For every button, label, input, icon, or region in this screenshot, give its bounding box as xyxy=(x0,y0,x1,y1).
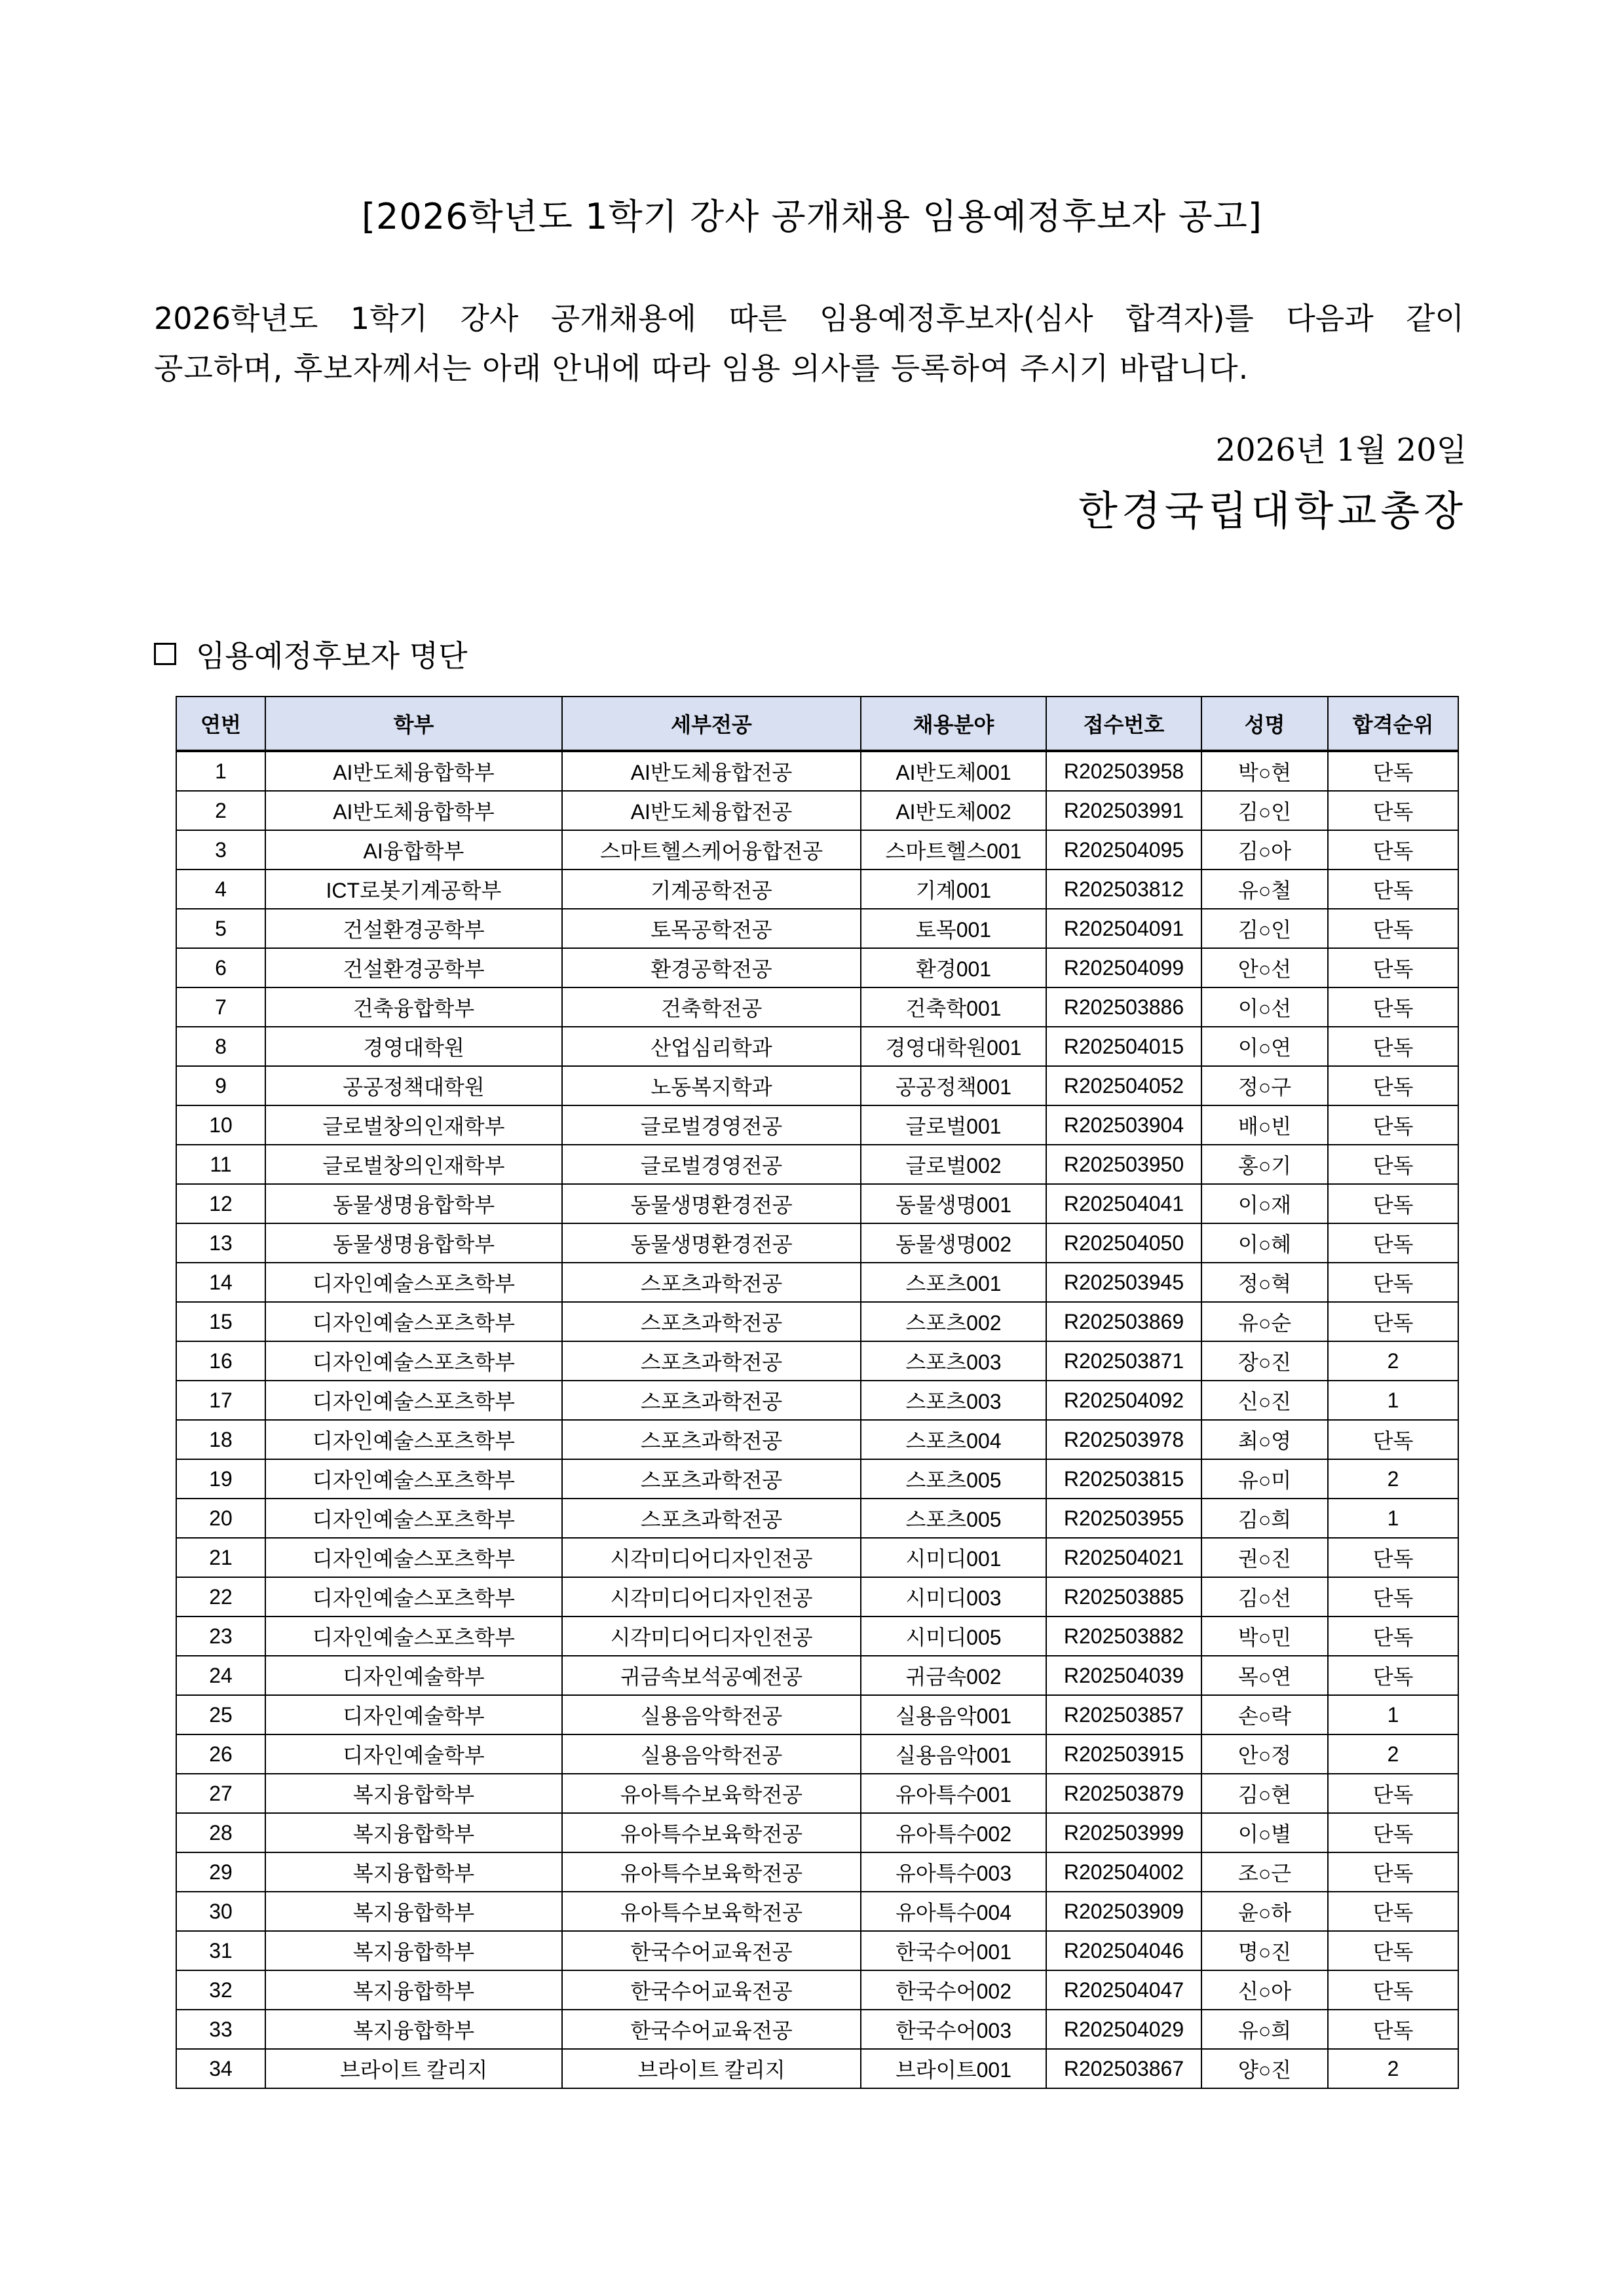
cell-field: 시미디001 xyxy=(861,1538,1046,1577)
cell-rank: 단독 xyxy=(1328,1066,1458,1105)
cell-application-number: R202503879 xyxy=(1046,1774,1201,1813)
cell-application-number: R202503871 xyxy=(1046,1341,1201,1381)
cell-name: 유○철 xyxy=(1201,870,1328,909)
cell-rank: 단독 xyxy=(1328,830,1458,870)
cell-major: 글로벌경영전공 xyxy=(562,1145,861,1184)
table-row xyxy=(176,1420,1458,1459)
cell-major: 동물생명환경전공 xyxy=(562,1223,861,1263)
cell-field: 스포츠005 xyxy=(861,1459,1046,1499)
cell-index: 10 xyxy=(176,1105,265,1145)
cell-rank: 단독 xyxy=(1328,2010,1458,2049)
cell-name: 이○연 xyxy=(1201,1027,1328,1066)
cell-field: 환경001 xyxy=(861,948,1046,987)
cell-department: 디자인예술스포츠학부 xyxy=(265,1420,562,1459)
cell-name: 이○재 xyxy=(1201,1184,1328,1223)
cell-field: 경영대학원001 xyxy=(861,1027,1046,1066)
cell-index: 32 xyxy=(176,1970,265,2010)
cell-index: 28 xyxy=(176,1813,265,1852)
cell-department: 디자인예술스포츠학부 xyxy=(265,1302,562,1341)
cell-major: 유아특수보육학전공 xyxy=(562,1813,861,1852)
cell-application-number: R202504095 xyxy=(1046,830,1201,870)
cell-department: 복지융합학부 xyxy=(265,1813,562,1852)
cell-application-number: R202503999 xyxy=(1046,1813,1201,1852)
intro-paragraph xyxy=(154,294,1464,393)
cell-application-number: R202503904 xyxy=(1046,1105,1201,1145)
table-row xyxy=(176,1341,1458,1381)
cell-field: 실용음악001 xyxy=(861,1695,1046,1734)
cell-application-number: R202503886 xyxy=(1046,987,1201,1027)
cell-application-number: R202504052 xyxy=(1046,1066,1201,1105)
cell-index: 12 xyxy=(176,1184,265,1223)
cell-major: 스포츠과학전공 xyxy=(562,1381,861,1420)
cell-department: 복지융합학부 xyxy=(265,1852,562,1892)
cell-application-number: R202504046 xyxy=(1046,1931,1201,1970)
table-row xyxy=(176,1381,1458,1420)
cell-major: 노동복지학과 xyxy=(562,1066,861,1105)
table-row xyxy=(176,1499,1458,1538)
cell-rank: 단독 xyxy=(1328,1420,1458,1459)
cell-rank: 단독 xyxy=(1328,1145,1458,1184)
cell-index: 14 xyxy=(176,1263,265,1302)
table-row xyxy=(176,870,1458,909)
cell-field: 유아특수003 xyxy=(861,1852,1046,1892)
cell-index: 26 xyxy=(176,1734,265,1774)
cell-application-number: R202503869 xyxy=(1046,1302,1201,1341)
table-row xyxy=(176,1302,1458,1341)
cell-field: 동물생명001 xyxy=(861,1184,1046,1223)
cell-department: 브라이트 칼리지 xyxy=(265,2049,562,2088)
cell-name: 김○인 xyxy=(1201,791,1328,830)
cell-field: 스마트헬스001 xyxy=(861,830,1046,870)
cell-application-number: R202503958 xyxy=(1046,751,1201,791)
cell-index: 30 xyxy=(176,1892,265,1931)
cell-field: AI반도체001 xyxy=(861,751,1046,791)
cell-index: 34 xyxy=(176,2049,265,2088)
table-row xyxy=(176,1813,1458,1852)
table-row xyxy=(176,1852,1458,1892)
cell-department: 디자인예술스포츠학부 xyxy=(265,1341,562,1381)
cell-index: 15 xyxy=(176,1302,265,1341)
table-row xyxy=(176,830,1458,870)
cell-application-number: R202504039 xyxy=(1046,1656,1201,1695)
cell-name: 이○혜 xyxy=(1201,1223,1328,1263)
cell-rank: 2 xyxy=(1328,1734,1458,1774)
cell-field: 시미디005 xyxy=(861,1617,1046,1656)
table-header-row xyxy=(176,697,1458,751)
cell-name: 유○미 xyxy=(1201,1459,1328,1499)
cell-department: 복지융합학부 xyxy=(265,1970,562,2010)
cell-field: 스포츠002 xyxy=(861,1302,1046,1341)
checkbox-icon xyxy=(154,643,176,665)
cell-name: 홍○기 xyxy=(1201,1145,1328,1184)
cell-rank: 단독 xyxy=(1328,1774,1458,1813)
cell-major: 스포츠과학전공 xyxy=(562,1499,861,1538)
cell-name: 양○진 xyxy=(1201,2049,1328,2088)
table-row xyxy=(176,1538,1458,1577)
cell-name: 신○아 xyxy=(1201,1970,1328,2010)
cell-department: 글로벌창의인재학부 xyxy=(265,1145,562,1184)
cell-rank: 1 xyxy=(1328,1381,1458,1420)
table-row xyxy=(176,1066,1458,1105)
cell-rank: 단독 xyxy=(1328,791,1458,830)
cell-name: 김○인 xyxy=(1201,909,1328,948)
table-row xyxy=(176,1734,1458,1774)
cell-major: 토목공학전공 xyxy=(562,909,861,948)
table-row xyxy=(176,2010,1458,2049)
cell-name: 정○구 xyxy=(1201,1066,1328,1105)
cell-index: 22 xyxy=(176,1577,265,1617)
cell-major: 산업심리학과 xyxy=(562,1027,861,1066)
cell-name: 신○진 xyxy=(1201,1381,1328,1420)
cell-application-number: R202504099 xyxy=(1046,948,1201,987)
cell-field: 유아특수002 xyxy=(861,1813,1046,1852)
cell-index: 16 xyxy=(176,1341,265,1381)
cell-index: 9 xyxy=(176,1066,265,1105)
table-row xyxy=(176,1970,1458,2010)
cell-index: 11 xyxy=(176,1145,265,1184)
table-body xyxy=(176,751,1458,2088)
cell-application-number: R202503867 xyxy=(1046,2049,1201,2088)
cell-department: 디자인예술스포츠학부 xyxy=(265,1459,562,1499)
cell-application-number: R202504015 xyxy=(1046,1027,1201,1066)
cell-rank: 2 xyxy=(1328,1341,1458,1381)
cell-index: 24 xyxy=(176,1656,265,1695)
header-cell-name: 성명 xyxy=(1201,697,1328,751)
cell-name: 명○진 xyxy=(1201,1931,1328,1970)
header-cell-index: 연번 xyxy=(176,697,265,751)
document-title: [2026학년도 1학기 강사 공개채용 임용예정후보자 공고] xyxy=(361,196,1263,237)
cell-rank: 1 xyxy=(1328,1499,1458,1538)
cell-rank: 단독 xyxy=(1328,1184,1458,1223)
cell-name: 조○근 xyxy=(1201,1852,1328,1892)
cell-rank: 단독 xyxy=(1328,1263,1458,1302)
header-cell-major: 세부전공 xyxy=(562,697,861,751)
cell-department: 디자인예술스포츠학부 xyxy=(265,1499,562,1538)
cell-field: 귀금속002 xyxy=(861,1656,1046,1695)
cell-department: 디자인예술스포츠학부 xyxy=(265,1617,562,1656)
header-cell-field: 채용분야 xyxy=(861,697,1046,751)
cell-major: 실용음악학전공 xyxy=(562,1695,861,1734)
cell-rank: 2 xyxy=(1328,1459,1458,1499)
cell-index: 2 xyxy=(176,791,265,830)
table-row xyxy=(176,1774,1458,1813)
cell-index: 23 xyxy=(176,1617,265,1656)
cell-field: 스포츠003 xyxy=(861,1381,1046,1420)
cell-rank: 단독 xyxy=(1328,870,1458,909)
cell-department: 디자인예술스포츠학부 xyxy=(265,1577,562,1617)
cell-rank: 단독 xyxy=(1328,1223,1458,1263)
cell-name: 김○현 xyxy=(1201,1774,1328,1813)
header-cell-application-number: 접수번호 xyxy=(1046,697,1201,751)
cell-name: 배○빈 xyxy=(1201,1105,1328,1145)
cell-application-number: R202504029 xyxy=(1046,2010,1201,2049)
table-row xyxy=(176,948,1458,987)
cell-department: 복지융합학부 xyxy=(265,2010,562,2049)
cell-major: 스포츠과학전공 xyxy=(562,1459,861,1499)
cell-name: 목○연 xyxy=(1201,1656,1328,1695)
cell-field: 스포츠001 xyxy=(861,1263,1046,1302)
table-row xyxy=(176,1656,1458,1695)
cell-application-number: R202503812 xyxy=(1046,870,1201,909)
cell-rank: 단독 xyxy=(1328,1027,1458,1066)
cell-major: 귀금속보석공예전공 xyxy=(562,1656,861,1695)
cell-index: 5 xyxy=(176,909,265,948)
cell-index: 8 xyxy=(176,1027,265,1066)
cell-field: 한국수어002 xyxy=(861,1970,1046,2010)
cell-major: 스포츠과학전공 xyxy=(562,1263,861,1302)
cell-rank: 단독 xyxy=(1328,1813,1458,1852)
cell-department: 디자인예술스포츠학부 xyxy=(265,1381,562,1420)
cell-name: 최○영 xyxy=(1201,1420,1328,1459)
table-row xyxy=(176,987,1458,1027)
cell-major: 한국수어교육전공 xyxy=(562,1970,861,2010)
cell-index: 20 xyxy=(176,1499,265,1538)
cell-application-number: R202504041 xyxy=(1046,1184,1201,1223)
cell-rank: 단독 xyxy=(1328,1617,1458,1656)
cell-department: 동물생명융합학부 xyxy=(265,1184,562,1223)
cell-major: 스포츠과학전공 xyxy=(562,1302,861,1341)
cell-major: 환경공학전공 xyxy=(562,948,861,987)
cell-application-number: R202503915 xyxy=(1046,1734,1201,1774)
cell-index: 21 xyxy=(176,1538,265,1577)
cell-index: 13 xyxy=(176,1223,265,1263)
cell-application-number: R202503945 xyxy=(1046,1263,1201,1302)
cell-department: 디자인예술학부 xyxy=(265,1656,562,1695)
cell-application-number: R202504050 xyxy=(1046,1223,1201,1263)
cell-major: 건축학전공 xyxy=(562,987,861,1027)
cell-application-number: R202504091 xyxy=(1046,909,1201,948)
cell-department: ICT로봇기계공학부 xyxy=(265,870,562,909)
cell-department: AI반도체융합학부 xyxy=(265,751,562,791)
section-heading xyxy=(154,632,468,676)
cell-major: AI반도체융합전공 xyxy=(562,791,861,830)
cell-name: 유○순 xyxy=(1201,1302,1328,1341)
cell-department: AI융합학부 xyxy=(265,830,562,870)
notice-date: 2026년 1월 20일 xyxy=(1215,432,1467,469)
table-row xyxy=(176,1892,1458,1931)
cell-rank: 단독 xyxy=(1328,948,1458,987)
table-row xyxy=(176,1617,1458,1656)
cell-index: 7 xyxy=(176,987,265,1027)
table-row xyxy=(176,1145,1458,1184)
cell-name: 이○별 xyxy=(1201,1813,1328,1852)
cell-name: 박○현 xyxy=(1201,751,1328,791)
table-row xyxy=(176,1577,1458,1617)
table-row xyxy=(176,751,1458,791)
cell-rank: 단독 xyxy=(1328,1577,1458,1617)
cell-application-number: R202504047 xyxy=(1046,1970,1201,2010)
cell-department: 공공정책대학원 xyxy=(265,1066,562,1105)
cell-major: 브라이트 칼리지 xyxy=(562,2049,861,2088)
cell-rank: 단독 xyxy=(1328,1538,1458,1577)
cell-rank: 단독 xyxy=(1328,1852,1458,1892)
cell-major: 시각미디어디자인전공 xyxy=(562,1617,861,1656)
cell-name: 김○선 xyxy=(1201,1577,1328,1617)
section-heading-text: 임용예정후보자 명단 xyxy=(196,638,468,674)
cell-rank: 단독 xyxy=(1328,1656,1458,1695)
cell-name: 정○혁 xyxy=(1201,1263,1328,1302)
table-row xyxy=(176,909,1458,948)
cell-field: 글로벌002 xyxy=(861,1145,1046,1184)
cell-major: 스포츠과학전공 xyxy=(562,1341,861,1381)
cell-department: 디자인예술스포츠학부 xyxy=(265,1538,562,1577)
cell-index: 4 xyxy=(176,870,265,909)
cell-department: 동물생명융합학부 xyxy=(265,1223,562,1263)
table-row xyxy=(176,1223,1458,1263)
header-cell-rank: 합격순위 xyxy=(1328,697,1458,751)
cell-name: 안○선 xyxy=(1201,948,1328,987)
cell-rank: 단독 xyxy=(1328,1931,1458,1970)
cell-application-number: R202503815 xyxy=(1046,1459,1201,1499)
cell-major: 유아특수보육학전공 xyxy=(562,1892,861,1931)
table-row xyxy=(176,791,1458,830)
cell-major: 한국수어교육전공 xyxy=(562,1931,861,1970)
cell-department: 경영대학원 xyxy=(265,1027,562,1066)
cell-department: 건축융합학부 xyxy=(265,987,562,1027)
cell-field: 글로벌001 xyxy=(861,1105,1046,1145)
cell-major: 유아특수보육학전공 xyxy=(562,1774,861,1813)
cell-department: AI반도체융합학부 xyxy=(265,791,562,830)
table-row xyxy=(176,1459,1458,1499)
cell-major: 글로벌경영전공 xyxy=(562,1105,861,1145)
cell-index: 29 xyxy=(176,1852,265,1892)
cell-major: 기계공학전공 xyxy=(562,870,861,909)
cell-field: 스포츠005 xyxy=(861,1499,1046,1538)
cell-name: 안○정 xyxy=(1201,1734,1328,1774)
cell-name: 이○선 xyxy=(1201,987,1328,1027)
intro-line-1: 2026학년도 1학기 강사 공개채용에 따른 임용예정후보자(심사 합격자)를 다음과 같이 xyxy=(154,301,1464,336)
cell-index: 3 xyxy=(176,830,265,870)
cell-department: 복지융합학부 xyxy=(265,1931,562,1970)
cell-application-number: R202504002 xyxy=(1046,1852,1201,1892)
cell-rank: 단독 xyxy=(1328,1970,1458,2010)
cell-application-number: R202503991 xyxy=(1046,791,1201,830)
cell-rank: 단독 xyxy=(1328,1892,1458,1931)
table-row xyxy=(176,1027,1458,1066)
cell-rank: 1 xyxy=(1328,1695,1458,1734)
cell-field: 공공정책001 xyxy=(861,1066,1046,1105)
cell-field: 브라이트001 xyxy=(861,2049,1046,2088)
cell-application-number: R202503885 xyxy=(1046,1577,1201,1617)
cell-rank: 단독 xyxy=(1328,987,1458,1027)
issuer-signature: 한경국립대학교총장 xyxy=(1078,487,1467,535)
cell-rank: 단독 xyxy=(1328,1302,1458,1341)
cell-field: 유아특수004 xyxy=(861,1892,1046,1931)
cell-index: 6 xyxy=(176,948,265,987)
cell-field: 시미디003 xyxy=(861,1577,1046,1617)
cell-index: 17 xyxy=(176,1381,265,1420)
cell-application-number: R202504021 xyxy=(1046,1538,1201,1577)
cell-major: 유아특수보육학전공 xyxy=(562,1852,861,1892)
cell-major: 시각미디어디자인전공 xyxy=(562,1538,861,1577)
cell-field: 한국수어001 xyxy=(861,1931,1046,1970)
intro-line-2: 공고하며, 후보자께서는 아래 안내에 따라 임용 의사를 등록하여 주시기 바랍니다. xyxy=(154,351,1249,386)
table-row xyxy=(176,1184,1458,1223)
cell-major: 스포츠과학전공 xyxy=(562,1420,861,1459)
cell-major: 시각미디어디자인전공 xyxy=(562,1577,861,1617)
cell-index: 31 xyxy=(176,1931,265,1970)
cell-department: 디자인예술학부 xyxy=(265,1734,562,1774)
cell-application-number: R202504092 xyxy=(1046,1381,1201,1420)
cell-department: 글로벌창의인재학부 xyxy=(265,1105,562,1145)
cell-department: 건설환경공학부 xyxy=(265,909,562,948)
cell-field: 기계001 xyxy=(861,870,1046,909)
cell-field: 유아특수001 xyxy=(861,1774,1046,1813)
cell-major: AI반도체융합전공 xyxy=(562,751,861,791)
cell-field: 토목001 xyxy=(861,909,1046,948)
cell-department: 디자인예술스포츠학부 xyxy=(265,1263,562,1302)
table-row xyxy=(176,1695,1458,1734)
cell-major: 스마트헬스케어융합전공 xyxy=(562,830,861,870)
cell-application-number: R202503909 xyxy=(1046,1892,1201,1931)
cell-name: 윤○하 xyxy=(1201,1892,1328,1931)
cell-field: 스포츠004 xyxy=(861,1420,1046,1459)
table-row xyxy=(176,1105,1458,1145)
cell-name: 유○희 xyxy=(1201,2010,1328,2049)
cell-department: 건설환경공학부 xyxy=(265,948,562,987)
cell-application-number: R202503950 xyxy=(1046,1145,1201,1184)
cell-index: 33 xyxy=(176,2010,265,2049)
table-row xyxy=(176,1263,1458,1302)
cell-application-number: R202503955 xyxy=(1046,1499,1201,1538)
cell-application-number: R202503857 xyxy=(1046,1695,1201,1734)
cell-field: 동물생명002 xyxy=(861,1223,1046,1263)
cell-name: 김○아 xyxy=(1201,830,1328,870)
cell-rank: 단독 xyxy=(1328,1105,1458,1145)
cell-department: 디자인예술학부 xyxy=(265,1695,562,1734)
cell-index: 1 xyxy=(176,751,265,791)
cell-name: 김○희 xyxy=(1201,1499,1328,1538)
cell-application-number: R202503882 xyxy=(1046,1617,1201,1656)
cell-major: 실용음악학전공 xyxy=(562,1734,861,1774)
cell-field: 한국수어003 xyxy=(861,2010,1046,2049)
cell-rank: 단독 xyxy=(1328,751,1458,791)
cell-name: 손○락 xyxy=(1201,1695,1328,1734)
cell-field: 스포츠003 xyxy=(861,1341,1046,1381)
cell-department: 복지융합학부 xyxy=(265,1892,562,1931)
cell-rank: 2 xyxy=(1328,2049,1458,2088)
cell-field: 실용음악001 xyxy=(861,1734,1046,1774)
cell-index: 27 xyxy=(176,1774,265,1813)
table-row xyxy=(176,2049,1458,2088)
cell-major: 한국수어교육전공 xyxy=(562,2010,861,2049)
cell-index: 19 xyxy=(176,1459,265,1499)
cell-index: 25 xyxy=(176,1695,265,1734)
table-row xyxy=(176,1931,1458,1970)
cell-name: 장○진 xyxy=(1201,1341,1328,1381)
cell-department: 복지융합학부 xyxy=(265,1774,562,1813)
cell-field: AI반도체002 xyxy=(861,791,1046,830)
cell-application-number: R202503978 xyxy=(1046,1420,1201,1459)
cell-rank: 단독 xyxy=(1328,909,1458,948)
cell-major: 동물생명환경전공 xyxy=(562,1184,861,1223)
cell-field: 건축학001 xyxy=(861,987,1046,1027)
cell-name: 박○민 xyxy=(1201,1617,1328,1656)
header-cell-department: 학부 xyxy=(265,697,562,751)
cell-name: 권○진 xyxy=(1201,1538,1328,1577)
candidate-table xyxy=(176,696,1459,2089)
cell-index: 18 xyxy=(176,1420,265,1459)
